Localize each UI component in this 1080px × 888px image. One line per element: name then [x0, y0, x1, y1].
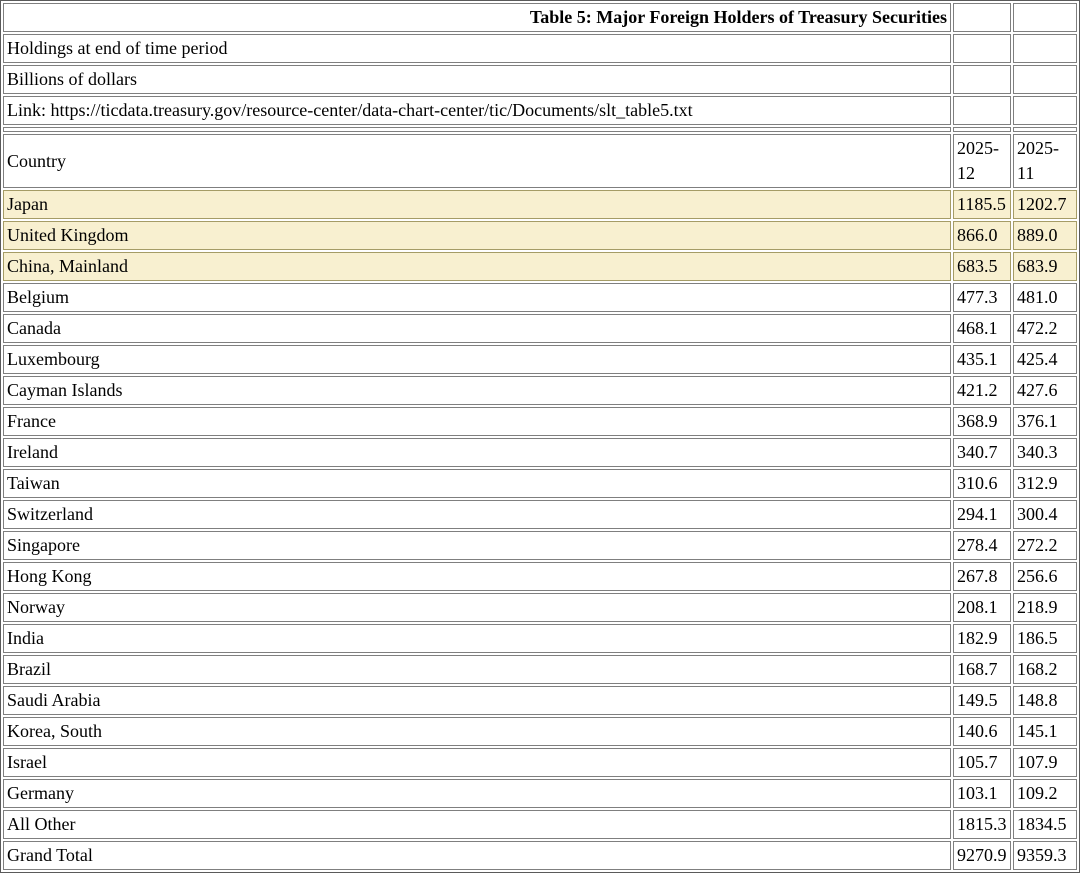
- subtitle-holdings: Holdings at end of time period: [3, 34, 951, 63]
- country-cell: France: [3, 407, 951, 436]
- country-cell: Germany: [3, 779, 951, 808]
- country-cell: Canada: [3, 314, 951, 343]
- value-cell-2025-11: 683.9: [1013, 252, 1077, 281]
- value-cell-2025-11: 425.4: [1013, 345, 1077, 374]
- subtitle-row-holdings: [3, 34, 1077, 63]
- source-link-text: Link: https://ticdata.treasury.gov/resource-center/data-chart-center/tic/Documents/slt_table5.txt: [3, 96, 951, 125]
- data-rows: [3, 283, 1077, 870]
- country-cell: All Other: [3, 810, 951, 839]
- value-cell-2025-11: 145.1: [1013, 717, 1077, 746]
- value-cell-2025-11: 427.6: [1013, 376, 1077, 405]
- link-row: [3, 96, 1077, 125]
- value-cell-2025-11: 256.6: [1013, 562, 1077, 591]
- table-row: [3, 779, 1077, 808]
- value-cell-2025-12: 340.7: [953, 438, 1011, 467]
- column-header-2025-12: 2025-12: [953, 134, 1011, 188]
- value-cell-2025-12: 9270.9: [953, 841, 1011, 870]
- value-cell-2025-12: 368.9: [953, 407, 1011, 436]
- empty-cell: [1013, 96, 1077, 125]
- value-cell-2025-11: 481.0: [1013, 283, 1077, 312]
- empty-cell: [1013, 34, 1077, 63]
- table-row: [3, 686, 1077, 715]
- empty-cell: [953, 65, 1011, 94]
- value-cell-2025-12: 182.9: [953, 624, 1011, 653]
- table-row: [3, 407, 1077, 436]
- country-cell: Taiwan: [3, 469, 951, 498]
- table-row: [3, 717, 1077, 746]
- table-row: [3, 624, 1077, 653]
- value-cell-2025-12: 468.1: [953, 314, 1011, 343]
- table-row: [3, 190, 1077, 219]
- spacer-row-group: [3, 127, 1077, 132]
- table-row: [3, 500, 1077, 529]
- value-cell-2025-12: 1185.5: [953, 190, 1011, 219]
- table-row: [3, 531, 1077, 560]
- value-cell-2025-12: 278.4: [953, 531, 1011, 560]
- title-row: [3, 3, 1077, 32]
- subtitle-billions: Billions of dollars: [3, 65, 951, 94]
- value-cell-2025-12: 1815.3: [953, 810, 1011, 839]
- value-cell-2025-12: 683.5: [953, 252, 1011, 281]
- header-row: [3, 134, 1077, 188]
- value-cell-2025-12: 435.1: [953, 345, 1011, 374]
- country-cell: Hong Kong: [3, 562, 951, 591]
- value-cell-2025-11: 472.2: [1013, 314, 1077, 343]
- table-row: [3, 810, 1077, 839]
- table-row: [3, 562, 1077, 591]
- value-cell-2025-11: 1834.5: [1013, 810, 1077, 839]
- table-row: [3, 593, 1077, 622]
- value-cell-2025-12: 105.7: [953, 748, 1011, 777]
- country-cell: Korea, South: [3, 717, 951, 746]
- table-row: [3, 655, 1077, 684]
- column-header-country: Country: [3, 134, 951, 188]
- spacer-row: [3, 127, 1077, 132]
- table-row: [3, 438, 1077, 467]
- value-cell-2025-11: 889.0: [1013, 221, 1077, 250]
- country-cell: Grand Total: [3, 841, 951, 870]
- value-cell-2025-12: 866.0: [953, 221, 1011, 250]
- empty-cell: [3, 127, 951, 132]
- value-cell-2025-11: 300.4: [1013, 500, 1077, 529]
- table-row: [3, 345, 1077, 374]
- country-cell: Cayman Islands: [3, 376, 951, 405]
- country-cell: Switzerland: [3, 500, 951, 529]
- table-row: [3, 376, 1077, 405]
- country-cell: Luxembourg: [3, 345, 951, 374]
- column-header-2025-11: 2025-11: [1013, 134, 1077, 188]
- country-cell: Brazil: [3, 655, 951, 684]
- empty-cell: [953, 3, 1011, 32]
- highlighted-rows: [3, 190, 1077, 281]
- value-cell-2025-11: 1202.7: [1013, 190, 1077, 219]
- empty-cell: [953, 127, 1011, 132]
- value-cell-2025-11: 9359.3: [1013, 841, 1077, 870]
- value-cell-2025-12: 208.1: [953, 593, 1011, 622]
- value-cell-2025-11: 340.3: [1013, 438, 1077, 467]
- value-cell-2025-12: 140.6: [953, 717, 1011, 746]
- table-row: [3, 469, 1077, 498]
- empty-cell: [1013, 65, 1077, 94]
- value-cell-2025-11: 376.1: [1013, 407, 1077, 436]
- value-cell-2025-11: 148.8: [1013, 686, 1077, 715]
- empty-cell: [953, 34, 1011, 63]
- table-row: [3, 841, 1077, 870]
- empty-cell: [1013, 127, 1077, 132]
- value-cell-2025-11: 218.9: [1013, 593, 1077, 622]
- value-cell-2025-11: 312.9: [1013, 469, 1077, 498]
- country-cell: Singapore: [3, 531, 951, 560]
- empty-cell: [1013, 3, 1077, 32]
- value-cell-2025-12: 294.1: [953, 500, 1011, 529]
- value-cell-2025-12: 103.1: [953, 779, 1011, 808]
- table-row: [3, 252, 1077, 281]
- country-cell: Israel: [3, 748, 951, 777]
- table-row: [3, 314, 1077, 343]
- value-cell-2025-12: 168.7: [953, 655, 1011, 684]
- value-cell-2025-12: 267.8: [953, 562, 1011, 591]
- country-cell: Ireland: [3, 438, 951, 467]
- country-cell: China, Mainland: [3, 252, 951, 281]
- subtitle-row-billions: [3, 65, 1077, 94]
- value-cell-2025-11: 107.9: [1013, 748, 1077, 777]
- empty-cell: [953, 96, 1011, 125]
- country-cell: Saudi Arabia: [3, 686, 951, 715]
- value-cell-2025-12: 149.5: [953, 686, 1011, 715]
- country-cell: India: [3, 624, 951, 653]
- value-cell-2025-11: 168.2: [1013, 655, 1077, 684]
- table-row: [3, 221, 1077, 250]
- country-cell: Japan: [3, 190, 951, 219]
- value-cell-2025-11: 272.2: [1013, 531, 1077, 560]
- value-cell-2025-12: 421.2: [953, 376, 1011, 405]
- header-row-group: [3, 134, 1077, 188]
- country-cell: United Kingdom: [3, 221, 951, 250]
- table-row: [3, 283, 1077, 312]
- table-row: [3, 748, 1077, 777]
- table-title: Table 5: Major Foreign Holders of Treasury Securities: [3, 3, 951, 32]
- value-cell-2025-11: 186.5: [1013, 624, 1077, 653]
- meta-rows: [3, 3, 1077, 125]
- value-cell-2025-12: 477.3: [953, 283, 1011, 312]
- value-cell-2025-12: 310.6: [953, 469, 1011, 498]
- country-cell: Norway: [3, 593, 951, 622]
- country-cell: Belgium: [3, 283, 951, 312]
- value-cell-2025-11: 109.2: [1013, 779, 1077, 808]
